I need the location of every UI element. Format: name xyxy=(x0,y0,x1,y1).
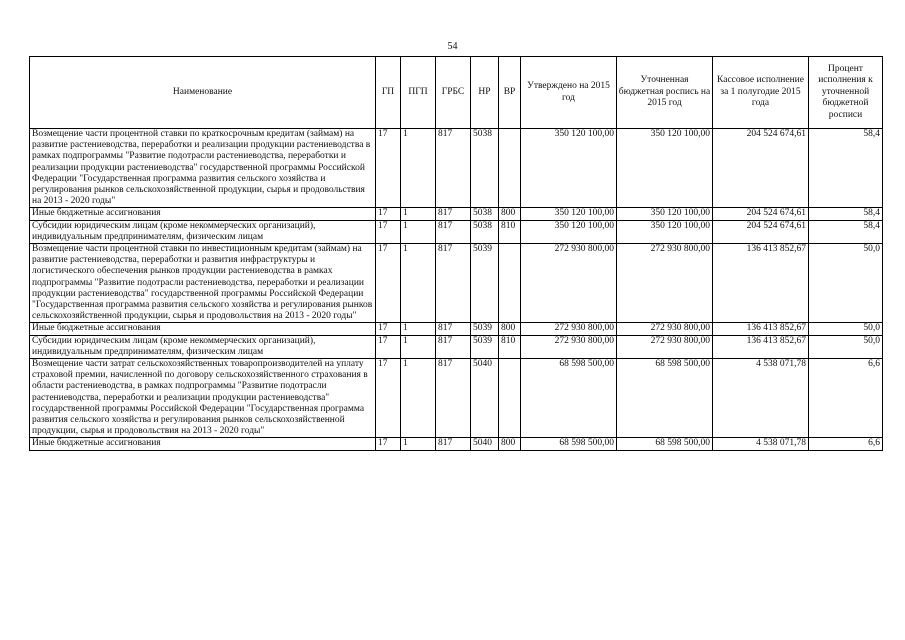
row-vr xyxy=(499,129,521,208)
row-cash: 204 524 674,61 xyxy=(713,129,809,208)
header-cash: Кассовое исполнение за 1 полугодие 2015 года xyxy=(713,57,809,129)
table-row xyxy=(30,335,883,358)
row-cash: 4 538 071,78 xyxy=(713,359,809,438)
row-vr: 800 xyxy=(499,323,521,335)
row-percent: 58,4 xyxy=(809,220,883,243)
table-row xyxy=(30,220,883,243)
header-percent: Процент исполнения к уточненной бюджетной росписи xyxy=(809,57,883,129)
row-grbs: 817 xyxy=(436,220,471,243)
header-grbs: ГРБС xyxy=(436,57,471,129)
header-gp: ГП xyxy=(376,57,401,129)
row-name: Иные бюджетные ассигнования xyxy=(30,438,376,450)
header-refined: Уточненная бюджетная роспись на 2015 год xyxy=(617,57,713,129)
row-pgp: 1 xyxy=(401,244,436,323)
row-cash: 136 413 852,67 xyxy=(713,244,809,323)
row-pgp: 1 xyxy=(401,129,436,208)
row-cash: 136 413 852,67 xyxy=(713,323,809,335)
row-grbs: 817 xyxy=(436,335,471,358)
row-grbs: 817 xyxy=(436,359,471,438)
budget-table xyxy=(29,56,883,451)
row-approved: 68 598 500,00 xyxy=(521,359,617,438)
page-number: 54 xyxy=(447,41,458,52)
header-row xyxy=(30,57,883,129)
row-refined: 272 930 800,00 xyxy=(617,244,713,323)
row-name: Возмещение части процентной ставки по инвестиционным кредитам (займам) на развитие растениеводства, переработки и развития инфраструктуры и логистического обеспечения рынков продукции растениеводства в рамках подпрограммы "Развитие подотрасли растениеводства, переработки и реализации продукции растениеводства" государственной программы Российской Федерации "Государственная программа развития сельского хозяйства и регулирования рынков сельскохозяйственной продукции, сырья и продовольствия на 2013 - 2020 годы" xyxy=(30,244,376,323)
row-name: Субсидии юридическим лицам (кроме некоммерческих организаций), индивидуальным предпринимателям, физическим лицам xyxy=(30,335,376,358)
row-pgp: 1 xyxy=(401,220,436,243)
row-vr: 800 xyxy=(499,208,521,220)
header-approved: Утверждено на 2015 год xyxy=(521,57,617,129)
row-percent: 58,4 xyxy=(809,208,883,220)
row-gp: 17 xyxy=(376,208,401,220)
row-pgp: 1 xyxy=(401,359,436,438)
table-row xyxy=(30,129,883,208)
row-percent: 58,4 xyxy=(809,129,883,208)
row-gp: 17 xyxy=(376,220,401,243)
row-cash: 204 524 674,61 xyxy=(713,208,809,220)
row-vr xyxy=(499,244,521,323)
header-pgp: ПГП xyxy=(401,57,436,129)
row-nr: 5038 xyxy=(471,208,499,220)
row-percent: 50,0 xyxy=(809,244,883,323)
row-nr: 5039 xyxy=(471,335,499,358)
row-cash: 204 524 674,61 xyxy=(713,220,809,243)
row-pgp: 1 xyxy=(401,438,436,450)
table-row xyxy=(30,359,883,438)
row-gp: 17 xyxy=(376,359,401,438)
row-nr: 5038 xyxy=(471,129,499,208)
row-percent: 6,6 xyxy=(809,438,883,450)
row-refined: 272 930 800,00 xyxy=(617,335,713,358)
row-name: Возмещение части затрат сельскохозяйственных товаропроизводителей на уплату страховой премии, начисленной по договору сельскохозяйственного страхования в области растениеводства, в рамках подпрограммы "Развитие подотрасли растениеводства, переработки и реализации продукции растениеводства" государственной программы Российской Федерации "Государственная программа развития сельского хозяйства и регулирования рынков сельскохозяйственной продукции, сырья и продовольствия на 2013 - 2020 годы" xyxy=(30,359,376,438)
row-approved: 350 120 100,00 xyxy=(521,208,617,220)
row-refined: 350 120 100,00 xyxy=(617,129,713,208)
row-pgp: 1 xyxy=(401,323,436,335)
header-nr: НР xyxy=(471,57,499,129)
row-name: Иные бюджетные ассигнования xyxy=(30,208,376,220)
row-name: Иные бюджетные ассигнования xyxy=(30,323,376,335)
row-approved: 272 930 800,00 xyxy=(521,335,617,358)
row-approved: 68 598 500,00 xyxy=(521,438,617,450)
row-vr: 810 xyxy=(499,220,521,243)
row-refined: 350 120 100,00 xyxy=(617,220,713,243)
row-grbs: 817 xyxy=(436,129,471,208)
header-vr: ВР xyxy=(499,57,521,129)
row-refined: 68 598 500,00 xyxy=(617,438,713,450)
header-name: Наименование xyxy=(30,57,376,129)
row-gp: 17 xyxy=(376,323,401,335)
row-approved: 350 120 100,00 xyxy=(521,129,617,208)
row-pgp: 1 xyxy=(401,208,436,220)
row-percent: 50,0 xyxy=(809,323,883,335)
row-approved: 272 930 800,00 xyxy=(521,244,617,323)
row-nr: 5040 xyxy=(471,359,499,438)
row-refined: 68 598 500,00 xyxy=(617,359,713,438)
row-pgp: 1 xyxy=(401,335,436,358)
row-nr: 5038 xyxy=(471,220,499,243)
row-name: Возмещение части процентной ставки по краткосрочным кредитам (займам) на развитие растениеводства, переработки и реализации продукции растениеводства в рамках подпрограммы "Развитие подотрасли растениеводства, переработки и реализации продукции растениеводства" государственной программы Российской Федерации "Государственная программа развития сельского хозяйства и регулирования рынков сельскохозяйственной продукции, сырья и продовольствия на 2013 - 2020 годы" xyxy=(30,129,376,208)
row-cash: 4 538 071,78 xyxy=(713,438,809,450)
row-refined: 272 930 800,00 xyxy=(617,323,713,335)
row-nr: 5039 xyxy=(471,323,499,335)
row-approved: 272 930 800,00 xyxy=(521,323,617,335)
table-row xyxy=(30,208,883,220)
row-approved: 350 120 100,00 xyxy=(521,220,617,243)
row-grbs: 817 xyxy=(436,438,471,450)
row-nr: 5039 xyxy=(471,244,499,323)
row-grbs: 817 xyxy=(436,244,471,323)
table-row xyxy=(30,323,883,335)
row-gp: 17 xyxy=(376,438,401,450)
row-gp: 17 xyxy=(376,129,401,208)
row-grbs: 817 xyxy=(436,323,471,335)
row-nr: 5040 xyxy=(471,438,499,450)
row-refined: 350 120 100,00 xyxy=(617,208,713,220)
table-row xyxy=(30,244,883,323)
row-gp: 17 xyxy=(376,335,401,358)
row-grbs: 817 xyxy=(436,208,471,220)
row-percent: 50,0 xyxy=(809,335,883,358)
row-cash: 136 413 852,67 xyxy=(713,335,809,358)
row-vr: 810 xyxy=(499,335,521,358)
table-row xyxy=(30,438,883,450)
row-gp: 17 xyxy=(376,244,401,323)
row-percent: 6,6 xyxy=(809,359,883,438)
row-name: Субсидии юридическим лицам (кроме некоммерческих организаций), индивидуальным предпринимателям, физическим лицам xyxy=(30,220,376,243)
row-vr xyxy=(499,359,521,438)
row-vr: 800 xyxy=(499,438,521,450)
